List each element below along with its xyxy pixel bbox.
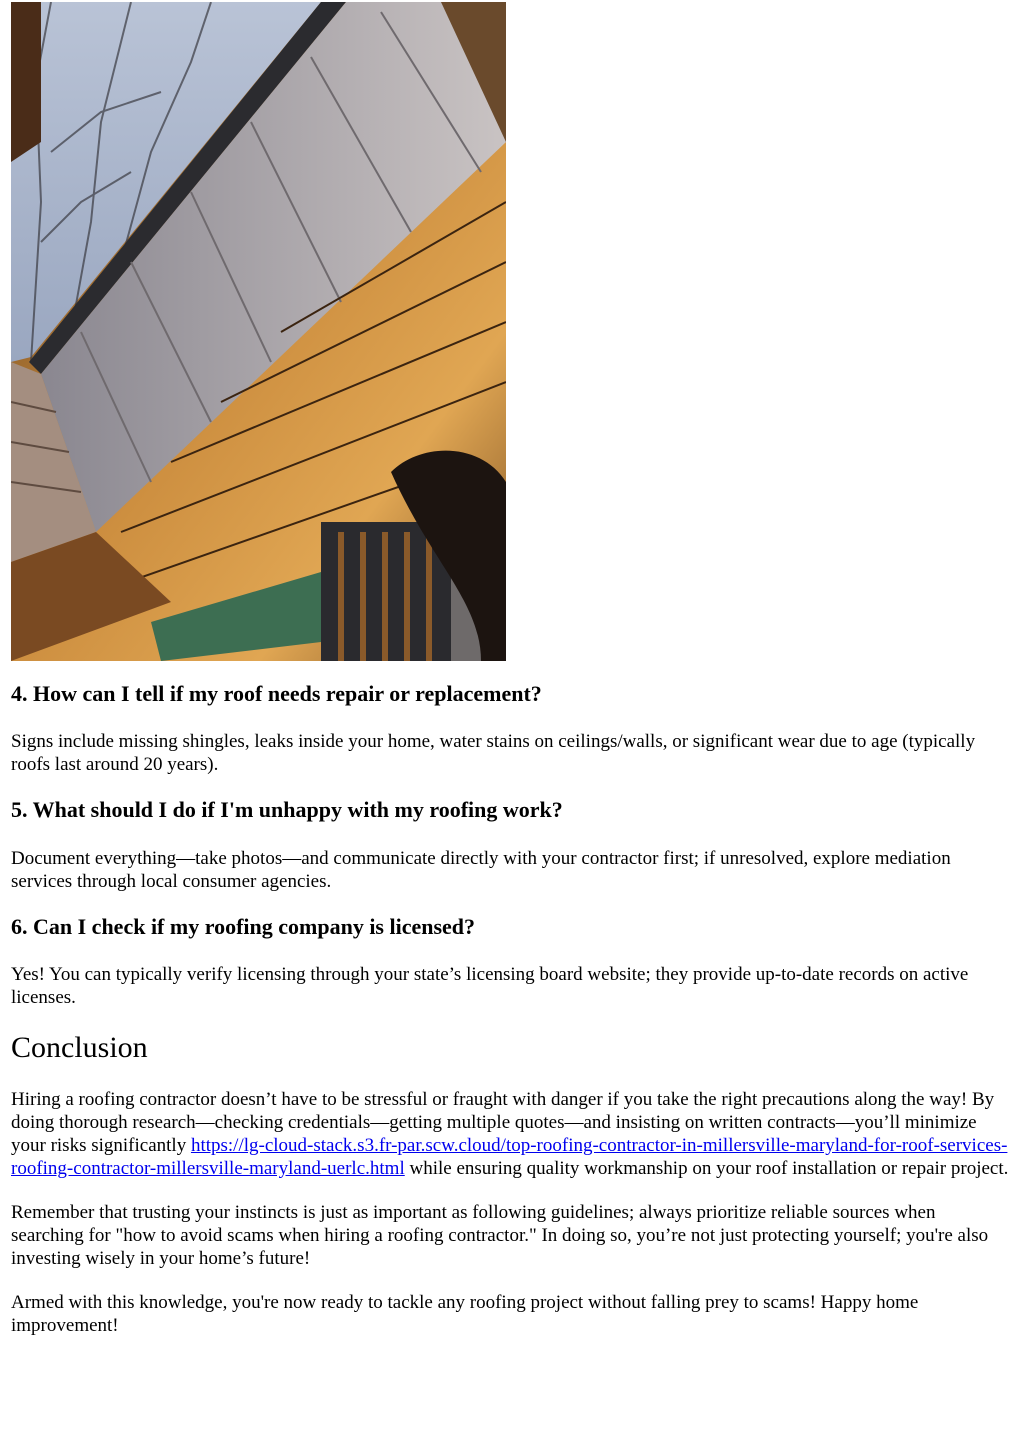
article-content [11, 681, 1011, 1358]
faq-answer-5: Document everything—take photos—and communicate directly with your contractor first; if unresolved, explore mediation services through local consumer agencies. [11, 847, 951, 892]
roof-photo-illustration [11, 2, 506, 661]
conclusion-paragraph-2: Remember that trusting your instincts is just as important as following guidelines; always prioritize reliable sources when searching for "how to avoid scams when hiring a roofing contractor." In doing so, you’re not just protecting yourself; you're also investing wisely in your home’s future! [11, 1201, 989, 1269]
conclusion-paragraph-1 [11, 1088, 1011, 1180]
contractor-link[interactable]: https://lg-cloud-stack.s3.fr-par.scw.cloud/top-roofing-contractor-in-millersville-maryland-for-roof-services-roofing-contractor-millersville-maryland-uerlc.html [11, 1134, 1008, 1179]
faq-question-4: 4. How can I tell if my roof needs repair or replacement? [11, 681, 542, 706]
conclusion-paragraph-3: Armed with this knowledge, you're now ready to tackle any roofing project without falling prey to scams! Happy home improvement! [11, 1291, 919, 1336]
faq-answer-6: Yes! You can typically verify licensing through your state’s licensing board website; they provide up-to-date records on active licenses. [11, 963, 969, 1008]
conclusion-p1-text-after: while ensuring quality workmanship on your roof installation or repair project. [404, 1157, 1009, 1179]
faq-answer-4: Signs include missing shingles, leaks inside your home, water stains on ceilings/walls, or significant wear due to age (typically roofs last around 20 years). [11, 731, 976, 776]
faq-question-5: 5. What should I do if I'm unhappy with my roofing work? [11, 797, 563, 823]
conclusion-p1-text-before: Hiring a roofing contractor doesn’t have to be stressful or fraught with danger if you take the right precautions along the way! By doing thorough research—checking credentials—getting multiple quotes—and insisting on written contracts—you’ll minimize your risks significantly [11, 1088, 995, 1156]
conclusion-heading: Conclusion [11, 1030, 148, 1064]
faq-question-6: 6. Can I check if my roofing company is licensed? [11, 913, 476, 939]
roof-skylight-photo [11, 2, 506, 661]
